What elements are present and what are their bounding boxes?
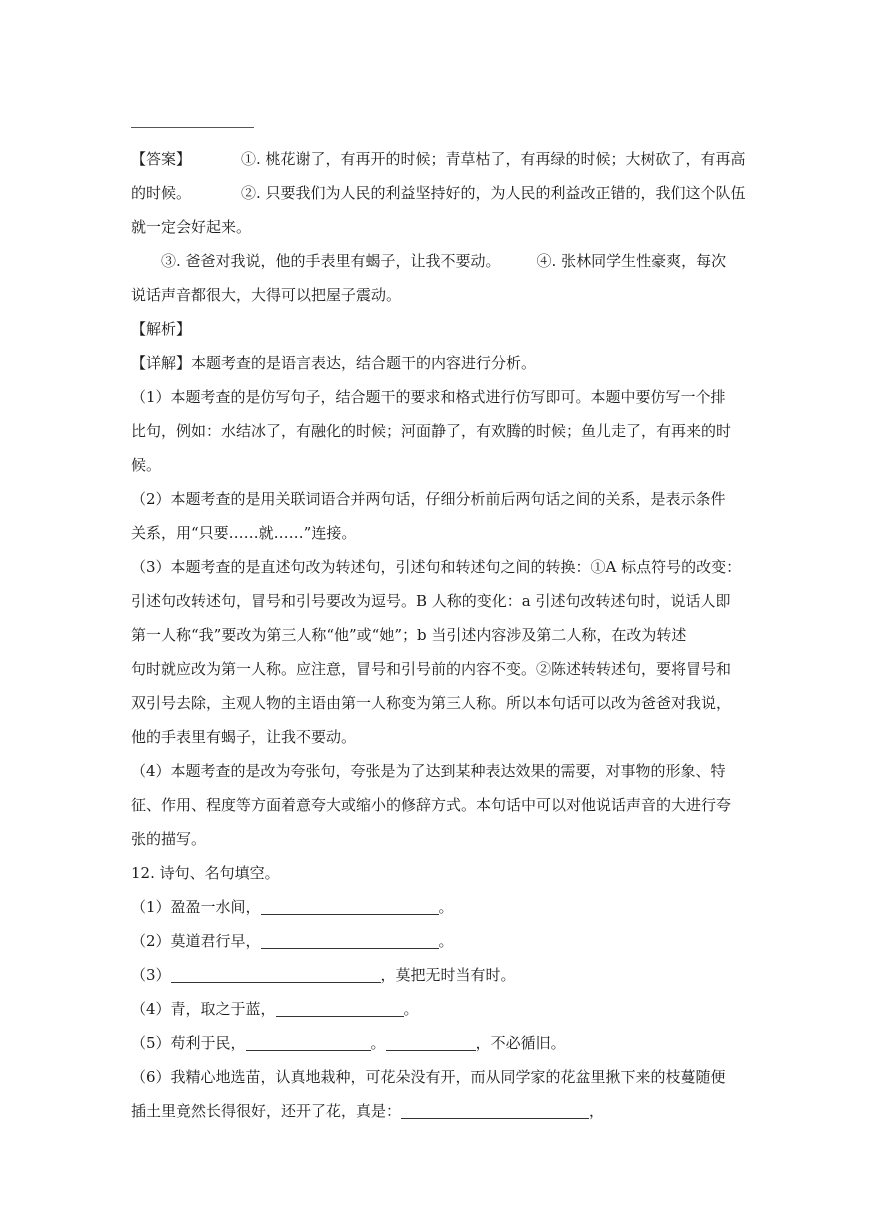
question-text: （5）苟利于民， [131,1034,246,1052]
question-text: ，莫把无时当有时。 [380,966,516,984]
answer-text: 的时候。 [131,184,192,202]
question-item-6-line-2 [131,1094,741,1128]
document-body [131,142,746,1128]
question-item-5 [131,1026,741,1060]
fill-blank[interactable] [171,962,381,983]
analysis-p3-line: 引述句改转述句，冒号和引号要改为逗号。B 人称的变化：a 引述句改转述句时，说话人即 [131,592,731,610]
analysis-tag: 【解析】 [131,320,192,338]
question-text: （4）青，取之于蓝， [131,1000,276,1018]
question-text: （2）莫道君行早， [131,932,261,950]
answer-text: ③. 爸爸对我说，他的手表里有蝎子，让我不要动。 [161,252,501,270]
answer-line-4 [131,244,741,278]
answer-tag: 【答案】 [131,150,192,168]
fill-blank[interactable] [276,996,404,1017]
question-text: （3） [131,966,171,984]
analysis-p3-line: 句时就应改为第一人称。应注意，冒号和引号前的内容不变。②陈述转转述句，要将冒号和 [131,660,732,678]
question-item-4 [131,992,741,1026]
answer-line-2 [131,176,746,210]
analysis-p1-line: 比句，例如：水结冰了，有融化的时候；河面静了，有欢腾的时候；鱼儿走了，有再来的时 [131,422,732,440]
question-text: 。 [370,1034,386,1052]
answer-line-1 [131,142,746,176]
analysis-p4-line: 张的描写。 [131,830,207,848]
fill-blank[interactable] [386,1030,476,1051]
analysis-p4-line: （4）本题考查的是改为夸张句，夸张是为了达到某种表达效果的需要，对事物的形象、特 [131,762,726,780]
question-item-3 [131,958,741,992]
analysis-p4-line: 征、作用、程度等方面着意夸大或缩小的修辞方式。本句话中可以对他说话声音的大进行夸 [131,796,732,814]
fill-blank[interactable] [401,1098,589,1119]
question-text: ，不必循旧。 [475,1034,566,1052]
question-title: 12. 诗句、名句填空。 [131,864,280,882]
fill-blank[interactable] [261,928,439,949]
analysis-p3-line: 第一人称“我”要改为第三人称“他”或“她”；b 当引述内容涉及第二人称，在改为转述 [131,626,687,644]
analysis-p3-line: 他的手表里有蝎子，让我不要动。 [131,728,357,746]
separator-line [131,127,254,128]
answer-text: ④. 张林同学生性豪爽，每次 [536,252,727,270]
answer-text: ②. 只要我们为人民的利益坚持好的，为人民的利益改正错的，我们这个队伍 [241,184,746,202]
answer-text: 说话声音都很大，大得可以把屋子震动。 [131,286,402,304]
question-text: 。 [438,898,454,916]
question-item-1 [131,890,741,924]
fill-blank[interactable] [246,1030,371,1051]
analysis-p1-line: （1）本题考查的是仿写句子，结合题干的要求和格式进行仿写即可。本题中要仿写一个排 [131,388,726,406]
answer-line-3 [131,210,741,244]
analysis-detail: 【详解】本题考查的是语言表达，结合题干的内容进行分析。 [131,354,537,372]
question-text: 。 [403,1000,419,1018]
fill-blank[interactable] [261,894,439,915]
question-text: ， [589,1102,605,1120]
answer-text: 就一定会好起来。 [131,218,252,236]
analysis-p3-line: 双引号去除，主观人物的主语由第一人称变为第三人称。所以本句话可以改为爸爸对我说， [131,694,732,712]
analysis-p2-line: 关系，用“只要……就……”连接。 [131,524,357,542]
analysis-p3-line: （3）本题考查的是直述句改为转述句，引述句和转述句之间的转换：①A 标点符号的改变： [131,558,742,576]
question-text: 插土里竟然长得很好，还开了花，真是： [131,1102,402,1120]
answer-text: ①. 桃花谢了，有再开的时候；青草枯了，有再绿的时候；大树砍了，有再高 [241,150,746,168]
question-text: （1）盈盈一水间， [131,898,261,916]
answer-line-5 [131,278,741,312]
analysis-p2-line: （2）本题考查的是用关联词语合并两句话，仔细分析前后两句话之间的关系，是表示条件 [131,490,726,508]
analysis-p1-line: 候。 [131,456,162,474]
question-text: 。 [438,932,454,950]
question-item-2 [131,924,741,958]
question-item-6-line-1: （6）我精心地选苗，认真地栽种，可花朵没有开，而从同学家的花盆里揪下来的枝蔓随便 [131,1068,726,1086]
